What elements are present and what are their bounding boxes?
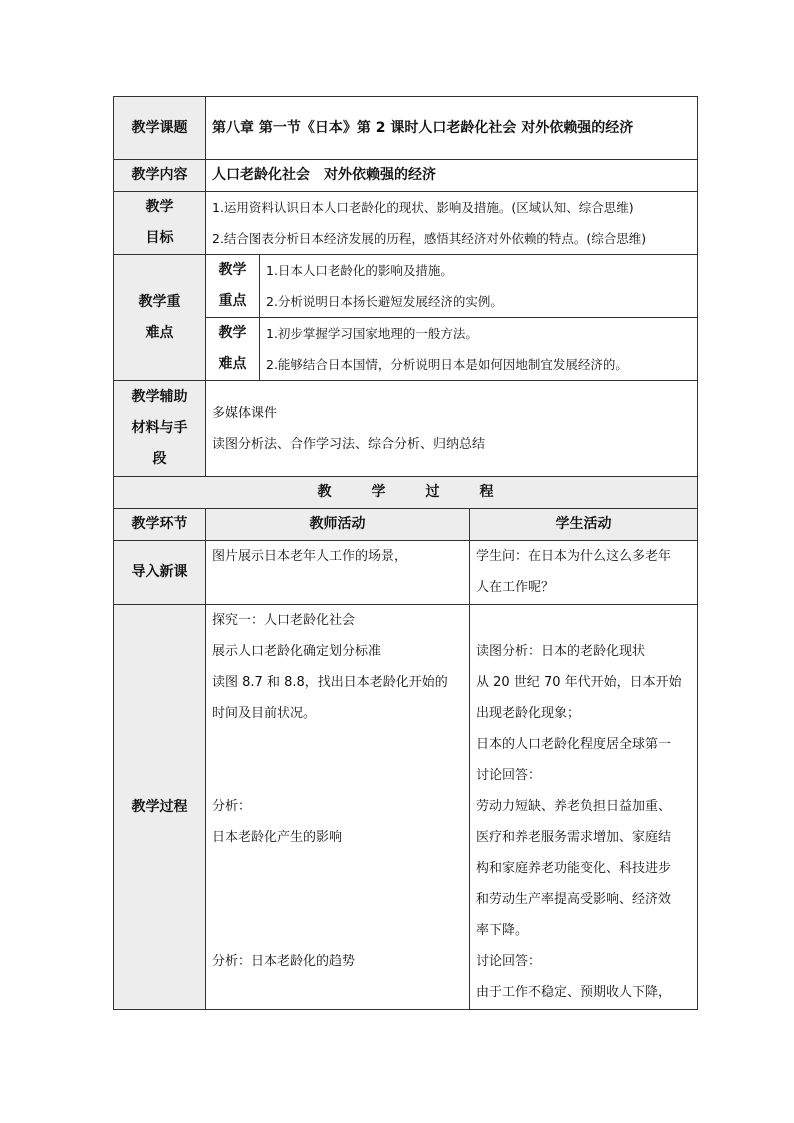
aux-label-line-3: 段 xyxy=(152,451,167,467)
student-activity-line: 读图分析：日本的老龄化现状 xyxy=(476,644,646,659)
teacher-activity-line: 分析： xyxy=(212,799,252,814)
teacher-activity-line xyxy=(212,729,463,760)
teacher-activity-line xyxy=(212,760,463,791)
difficulty-label-line-1: 教学 xyxy=(218,325,247,341)
key-difficulty-label-line-2: 难点 xyxy=(145,324,174,341)
main-student-activity xyxy=(470,605,698,1010)
key-point-1: 1.日本人口老龄化的影响及措施。 xyxy=(266,263,453,278)
col-teacher-header: 教师活动 xyxy=(206,509,470,541)
teacher-activity-line: 展示人口老龄化确定划分标准 xyxy=(212,644,382,659)
aux-item-2: 读图分析法、合作学习法、综合分析、归纳总结 xyxy=(212,436,486,452)
student-activity-line: 从 20 世纪 70 年代开始，日本开始 xyxy=(476,675,682,690)
student-activity-line: 由于工作不稳定、预期收人下降， xyxy=(476,985,672,1000)
content-value: 人口老龄化社会 对外依赖强的经济 xyxy=(206,160,698,192)
goal-label-line-1: 教学 xyxy=(145,199,174,215)
student-activity-line: 率下降。 xyxy=(476,923,529,938)
student-activity-line: 出现老龄化现象； xyxy=(476,706,581,721)
difficulty-point-2: 2.能够结合日本国情，分析说明日本是如何因地制宜发展经济的。 xyxy=(266,357,628,372)
goal-item-2: 2.结合图表分析日本经济发展的历程，感悟其经济对外依赖的特点。(综合思维) xyxy=(212,231,647,246)
aux-item-1: 多媒体课件 xyxy=(212,405,278,421)
intro-label: 导入新课 xyxy=(114,541,206,605)
student-activity-line xyxy=(476,605,691,636)
process-title: 教学过程 xyxy=(114,477,698,509)
student-activity-line: 讨论回答： xyxy=(476,768,542,783)
key-difficulty-label-line-1: 教学重 xyxy=(138,293,181,310)
aux-label xyxy=(114,381,206,477)
key-label-line-2: 重点 xyxy=(218,293,247,309)
teacher-activity-line xyxy=(212,977,463,1008)
student-activity-line: 讨论回答： xyxy=(476,954,542,969)
course-value: 第八章 第一节《日本》第 2 课时人口老龄化社会 对外依赖强的经济 xyxy=(206,97,698,160)
key-label-line-1: 教学 xyxy=(218,262,247,278)
lesson-plan-document xyxy=(113,96,697,1010)
student-activity-line: 日本的人口老龄化程度居全球第一 xyxy=(476,737,672,752)
key-label xyxy=(206,255,260,318)
difficulty-point-1: 1.初步掌握学习国家地理的一般方法。 xyxy=(266,326,478,341)
col-student-header: 学生活动 xyxy=(470,509,698,541)
teacher-activity-line: 时间及目前状况。 xyxy=(212,706,317,721)
difficulty-label-line-2: 难点 xyxy=(218,356,247,372)
key-points xyxy=(260,255,698,318)
teacher-activity-line: 日本老龄化产生的影响 xyxy=(212,830,343,845)
student-lines xyxy=(476,605,691,1008)
intro-student xyxy=(470,541,698,605)
key-difficulty-label xyxy=(114,255,206,381)
goal-label xyxy=(114,192,206,255)
intro-student-line-1: 学生问：在日本为什么这么多老年 xyxy=(476,549,672,564)
difficulty-points xyxy=(260,318,698,381)
intro-teacher: 图片展示日本老年人工作的场景， xyxy=(206,541,470,605)
teacher-activity-line: 探究一：人口老龄化社会 xyxy=(212,613,356,628)
main-teacher-activity xyxy=(206,605,470,1010)
teacher-activity-line xyxy=(212,853,463,884)
lesson-plan-table xyxy=(113,96,698,1010)
content-label: 教学内容 xyxy=(114,160,206,192)
student-activity-line: 劳动力短缺、养老负担日益加重、 xyxy=(476,799,672,814)
main-process-label: 教学过程 xyxy=(114,605,206,1010)
teacher-lines xyxy=(212,605,463,1008)
intro-student-line-2: 人在工作呢？ xyxy=(476,580,555,595)
teacher-activity-line xyxy=(212,884,463,915)
aux-value xyxy=(206,381,698,477)
aux-label-line-2: 材料与手 xyxy=(131,420,188,436)
goal-item-1: 1.运用资料认识日本人口老龄化的现状、影响及措施。(区域认知、综合思维) xyxy=(212,200,634,215)
aux-label-line-1: 教学辅助 xyxy=(131,389,188,405)
student-activity-line: 构和家庭养老功能变化、科技进步 xyxy=(476,861,672,876)
goal-label-line-2: 目标 xyxy=(145,230,174,246)
difficulty-label xyxy=(206,318,260,381)
col-stage-header: 教学环节 xyxy=(114,509,206,541)
course-label: 教学课题 xyxy=(114,97,206,160)
student-activity-line: 医疗和养老服务需求增加、家庭结 xyxy=(476,830,672,845)
teacher-activity-line: 分析：日本老龄化的趋势 xyxy=(212,954,356,969)
student-activity-line: 和劳动生产率提高受影响、经济效 xyxy=(476,892,672,907)
teacher-activity-line: 读图 8.7 和 8.8，找出日本老龄化开始的 xyxy=(212,675,448,690)
key-point-2: 2.分析说明日本扬长避短发展经济的实例。 xyxy=(266,294,503,309)
teacher-activity-line xyxy=(212,915,463,946)
goal-value xyxy=(206,192,698,255)
